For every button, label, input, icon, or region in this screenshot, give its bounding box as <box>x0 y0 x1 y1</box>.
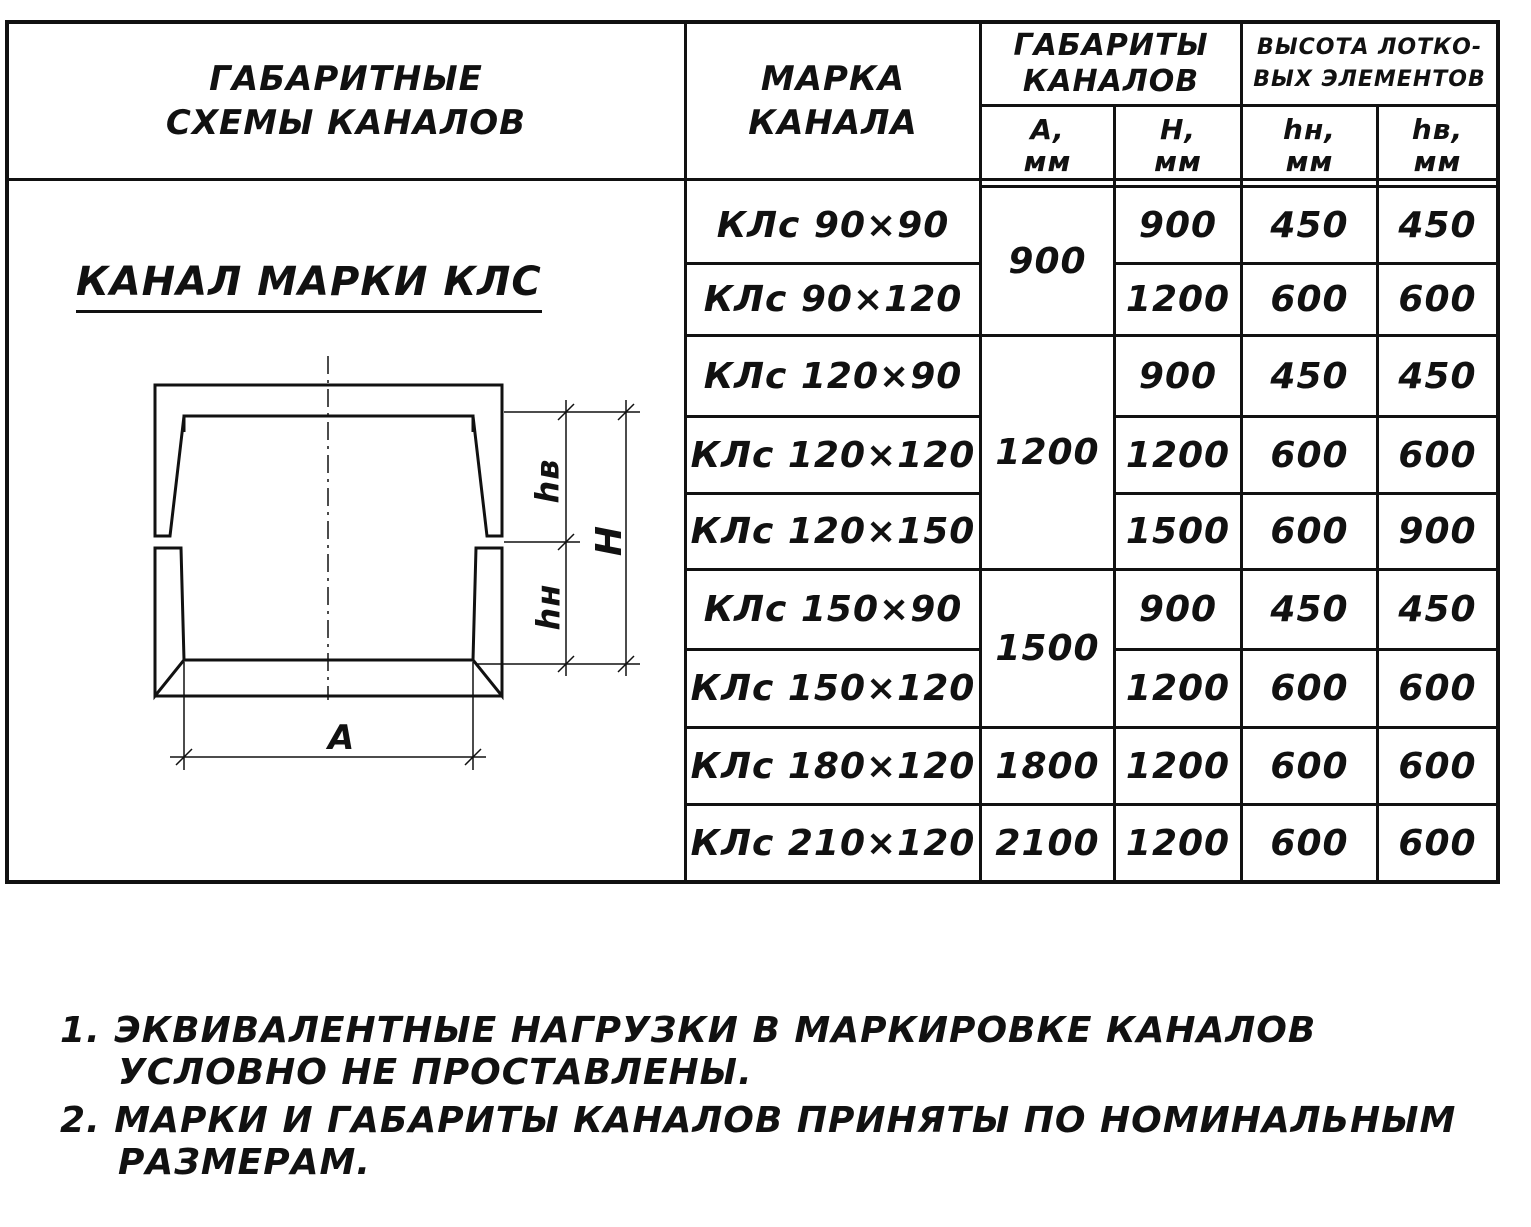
note-2-line2: РАЗМЕРАМ. <box>118 1142 371 1183</box>
cell-mark: КЛс 90×120 <box>703 279 963 320</box>
cell-h: 1500 <box>1125 511 1231 552</box>
cell-hn: 450 <box>1270 204 1349 246</box>
cell-mark: КЛс 180×120 <box>690 745 976 787</box>
cell-mark: КЛс 120×150 <box>690 511 976 552</box>
header-hv-unit-line1: hв, <box>1411 113 1464 146</box>
cell-a: 2100 <box>995 822 1100 864</box>
cell-hv: 600 <box>1398 745 1477 787</box>
cell-mark: КЛс 150×120 <box>690 668 976 709</box>
header-hn-unit-line1: hн, <box>1283 113 1336 146</box>
cell-hv: 600 <box>1398 822 1477 864</box>
note-1-line1: ЭКВИВАЛЕНТНЫЕ НАГРУЗКИ В МАРКИРОВКЕ КАНАЛОВ <box>114 1010 1317 1051</box>
cell-mark: КЛс 150×90 <box>703 589 963 630</box>
label-hn: hн <box>529 583 568 631</box>
header-mark-line1: МАРКА <box>760 59 906 99</box>
cell-hv: 600 <box>1398 279 1477 320</box>
cell-a: 1800 <box>995 745 1100 787</box>
label-hv: hв <box>528 458 567 504</box>
header-dims-line1: ГАБАРИТЫ <box>1013 28 1209 63</box>
header-schemes-line1: ГАБАРИТНЫЕ <box>209 59 483 99</box>
header-dims-line2: КАНАЛОВ <box>1022 64 1200 99</box>
header-heights-line2: ВЫХ ЭЛЕМЕНТОВ <box>1253 67 1486 92</box>
cell-hn: 600 <box>1270 745 1349 787</box>
header-hv-unit <box>1379 107 1496 185</box>
cell-a: 1500 <box>995 628 1100 669</box>
cell-hv: 450 <box>1398 204 1477 246</box>
header-schemes <box>8 24 684 178</box>
cell-hn: 600 <box>1270 279 1349 320</box>
cell-hn: 450 <box>1270 589 1349 630</box>
note-1-line2: УСЛОВНО НЕ ПРОСТАВЛЕНЫ. <box>118 1052 753 1093</box>
cell-h: 900 <box>1138 204 1218 246</box>
header-h-unit <box>1116 107 1240 185</box>
cell-hv: 900 <box>1398 511 1477 552</box>
note-1 <box>60 1010 1500 1094</box>
note-1-number: 1. <box>60 1010 101 1051</box>
header-hn-unit <box>1243 107 1376 185</box>
cell-h: 1200 <box>1125 822 1231 864</box>
header-h-unit-line1: Н, <box>1159 113 1197 146</box>
cell-h: 1200 <box>1125 668 1231 709</box>
header-h-unit-line2: мм <box>1154 145 1202 178</box>
cell-mark: КЛс 210×120 <box>690 822 976 864</box>
scheme-title: КАНАЛ МАРКИ КЛС <box>76 258 542 313</box>
header-hn-unit-line2: мм <box>1285 145 1334 178</box>
header-hv-unit-line2: мм <box>1413 145 1462 178</box>
cell-hn: 450 <box>1270 355 1349 397</box>
header-a-unit <box>982 107 1113 185</box>
header-schemes-line2: СХЕМЫ КАНАЛОВ <box>165 103 527 143</box>
header-heights-line1: ВЫСОТА ЛОТКО- <box>1257 35 1482 60</box>
channel-cross-section-drawing <box>100 340 660 780</box>
label-H: Н <box>589 524 631 557</box>
cell-mark: КЛс 120×120 <box>690 434 976 476</box>
note-2 <box>60 1100 1520 1184</box>
cell-hn: 600 <box>1270 668 1349 709</box>
cell-hv: 450 <box>1398 355 1477 397</box>
cell-mark: КЛс 90×90 <box>716 204 950 246</box>
cell-h: 900 <box>1138 589 1218 630</box>
cell-hn: 600 <box>1270 434 1349 476</box>
cell-h: 1200 <box>1125 745 1231 787</box>
cell-hv: 450 <box>1398 589 1477 630</box>
cell-h: 900 <box>1138 355 1218 397</box>
header-heights <box>1243 24 1496 104</box>
cell-h: 1200 <box>1125 279 1231 320</box>
cell-hn: 600 <box>1270 511 1349 552</box>
cell-hv: 600 <box>1398 434 1477 476</box>
cell-a: 900 <box>1008 240 1087 282</box>
note-2-line1: МАРКИ И ГАБАРИТЫ КАНАЛОВ ПРИНЯТЫ ПО НОМИНАЛЬНЫМ <box>114 1100 1457 1141</box>
header-a-unit-line1: А, <box>1030 113 1065 146</box>
cell-h: 1200 <box>1125 434 1231 476</box>
header-mark-line2: КАНАЛА <box>748 103 918 143</box>
header-mark <box>687 24 979 178</box>
cell-hv: 600 <box>1398 668 1477 709</box>
header-dims <box>982 24 1240 104</box>
cell-hn: 600 <box>1270 822 1349 864</box>
cell-a: 1200 <box>995 432 1100 473</box>
label-A: А <box>328 718 356 758</box>
header-a-unit-line2: мм <box>1023 145 1072 178</box>
note-2-number: 2. <box>60 1100 101 1141</box>
cell-mark: КЛс 120×90 <box>703 355 963 397</box>
